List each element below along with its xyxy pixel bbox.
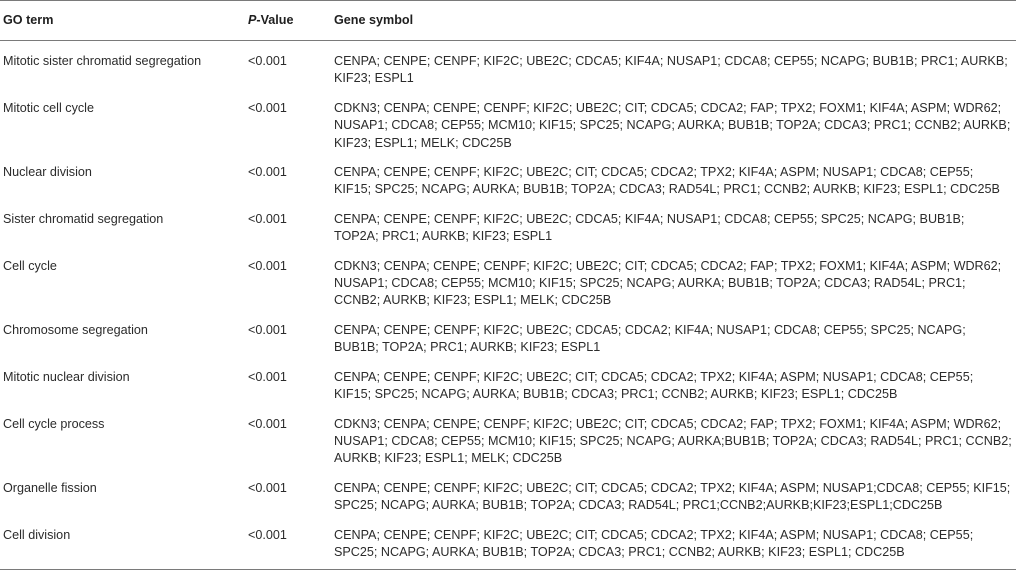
table-row — [0, 357, 1016, 404]
header-row — [0, 1, 1016, 41]
gene-symbol-cell: CENPA; CENPE; CENPF; KIF2C; UBE2C; CIT; CDCA5; CDCA2; TPX2; KIF4A; ASPM; NUSAP1;CDCA8; CEP55; KIF15; SPC25; NCAPG; AURKA; BUB1B; TOP2A; CDCA3; RAD54L; PRC1;CCNB2;AURKB;KIF23;ESPL1;CDC25B — [334, 480, 1011, 513]
table-row — [0, 404, 1016, 468]
gene-symbol-cell: CDKN3; CENPA; CENPE; CENPF; KIF2C; UBE2C; CIT; CDCA5; CDCA2; FAP; TPX2; FOXM1; KIF4A; ASPM; WDR62; NUSAP1; CDCA8; CEP55; MCM10; KIF15; SPC25; NCAPG; AURKA; BUB1B; TOP2A; CDCA3; RAD54L; PRC1; CCNB2; AURKB; KIF23; ESPL1; MELK; CDC25B — [334, 258, 1002, 308]
p-value-cell: <0.001 — [248, 258, 287, 273]
header-gene-symbol: Gene symbol — [334, 1, 1016, 41]
go-term-cell: Cell division — [0, 515, 248, 570]
table-row — [0, 199, 1016, 246]
gene-symbol-cell: CENPA; CENPE; CENPF; KIF2C; UBE2C; CDCA5; KIF4A; NUSAP1; CDCA8; CEP55; NCAPG; BUB1B; PRC1; AURKB; KIF23; ESPL1 — [334, 54, 1008, 86]
go-term-cell: Cell cycle process — [3, 416, 105, 431]
go-term-cell: Cell cycle — [3, 258, 57, 273]
go-term-cell: Mitotic nuclear division — [3, 369, 130, 384]
p-value-cell: <0.001 — [248, 515, 334, 570]
gene-symbol-cell: CENPA; CENPE; CENPF; KIF2C; UBE2C; CIT; CDCA5; CDCA2; TPX2; KIF4A; ASPM; NUSAP1; CDCA8; CEP55; KIF15; SPC25; NCAPG; AURKA; BUB1B; CDCA3; PRC1; CCNB2; AURKB; KIF23; ESPL1; CDC25B — [334, 369, 974, 402]
gene-symbol-cell: CENPA; CENPE; CENPF; KIF2C; UBE2C; CIT; CDCA5; CDCA2; TPX2; KIF4A; ASPM; NUSAP1; CDCA8; CEP55; KIF15; SPC25; NCAPG; AURKA; BUB1B; TOP2A; CDCA3; RAD54L; PRC1; CCNB2; AURKB; KIF23; ESPL1; CDC25B — [334, 165, 1000, 197]
gene-symbol-cell: CDKN3; CENPA; CENPE; CENPF; KIF2C; UBE2C; CIT; CDCA5; CDCA2; FAP; TPX2; FOXM1; KIF4A; ASPM; WDR62; NUSAP1; CDCA8; CEP55; MCM10; KIF15; SPC25; NCAPG; AURKA; BUB1B; TOP2A; CDCA3; PRC1; CCNB2; AURKB; KIF23; ESPL1; MELK; CDC25B — [334, 100, 1011, 150]
p-value-cell: <0.001 — [248, 416, 287, 431]
go-term-cell: Mitotic cell cycle — [3, 100, 94, 115]
gene-symbol-cell: CENPA; CENPE; CENPF; KIF2C; UBE2C; CDCA5; KIF4A; NUSAP1; CDCA8; CEP55; SPC25; NCAPG; BUB1B; TOP2A; PRC1; AURKB; KIF23; ESPL1 — [334, 211, 965, 244]
p-value-cell: <0.001 — [248, 100, 287, 115]
header-p-value-rest: -Value — [256, 13, 294, 27]
gene-symbol-cell: CENPA; CENPE; CENPF; KIF2C; UBE2C; CDCA5; CDCA2; KIF4A; NUSAP1; CDCA8; CEP55; SPC25; NCAPG; BUB1B; TOP2A; PRC1; AURKB; KIF23; ESPL1 — [334, 322, 966, 355]
gene-symbol-cell: CDKN3; CENPA; CENPE; CENPF; KIF2C; UBE2C; CIT; CDCA5; CDCA2; FAP; TPX2; FOXM1; KIF4A; ASPM; WDR62; NUSAP1; CDCA8; CEP55; MCM10; KIF15; SPC25; NCAPG; AURKA;BUB1B; TOP2A; CDCA3; RAD54L; PRC1; CCNB2; AURKB; KIF23; ESPL1; MELK; CDC25B — [334, 416, 1012, 466]
table-row — [0, 152, 1016, 199]
table-row — [0, 310, 1016, 357]
header-p-value-italic: P — [248, 13, 257, 27]
p-value-cell: <0.001 — [248, 54, 287, 68]
table-row — [0, 88, 1016, 152]
go-term-cell: Organelle fission — [3, 480, 97, 495]
table-body — [0, 41, 1016, 570]
p-value-cell: <0.001 — [248, 211, 287, 226]
table-row — [0, 246, 1016, 310]
go-term-cell: Sister chromatid segregation — [3, 211, 164, 226]
table-header — [0, 1, 1016, 41]
go-term-cell: Chromosome segregation — [3, 322, 148, 337]
table-row — [0, 41, 1016, 88]
table-row — [0, 515, 1016, 570]
p-value-cell: <0.001 — [248, 480, 287, 495]
go-term-cell: Nuclear division — [3, 165, 92, 180]
header-go-term: GO term — [0, 1, 248, 41]
p-value-cell: <0.001 — [248, 369, 287, 384]
p-value-cell: <0.001 — [248, 322, 287, 337]
table-row — [0, 468, 1016, 515]
header-p-value — [248, 1, 334, 41]
p-value-cell: <0.001 — [248, 165, 287, 180]
go-term-cell: Mitotic sister chromatid segregation — [3, 54, 202, 68]
gene-symbol-cell: CENPA; CENPE; CENPF; KIF2C; UBE2C; CIT; CDCA5; CDCA2; TPX2; KIF4A; ASPM; NUSAP1; CDCA8; CEP55; SPC25; NCAPG; AURKA; BUB1B; TOP2A; CDCA3; PRC1; CCNB2; AURKB; KIF23; ESPL1; CDC25B — [334, 515, 1016, 570]
